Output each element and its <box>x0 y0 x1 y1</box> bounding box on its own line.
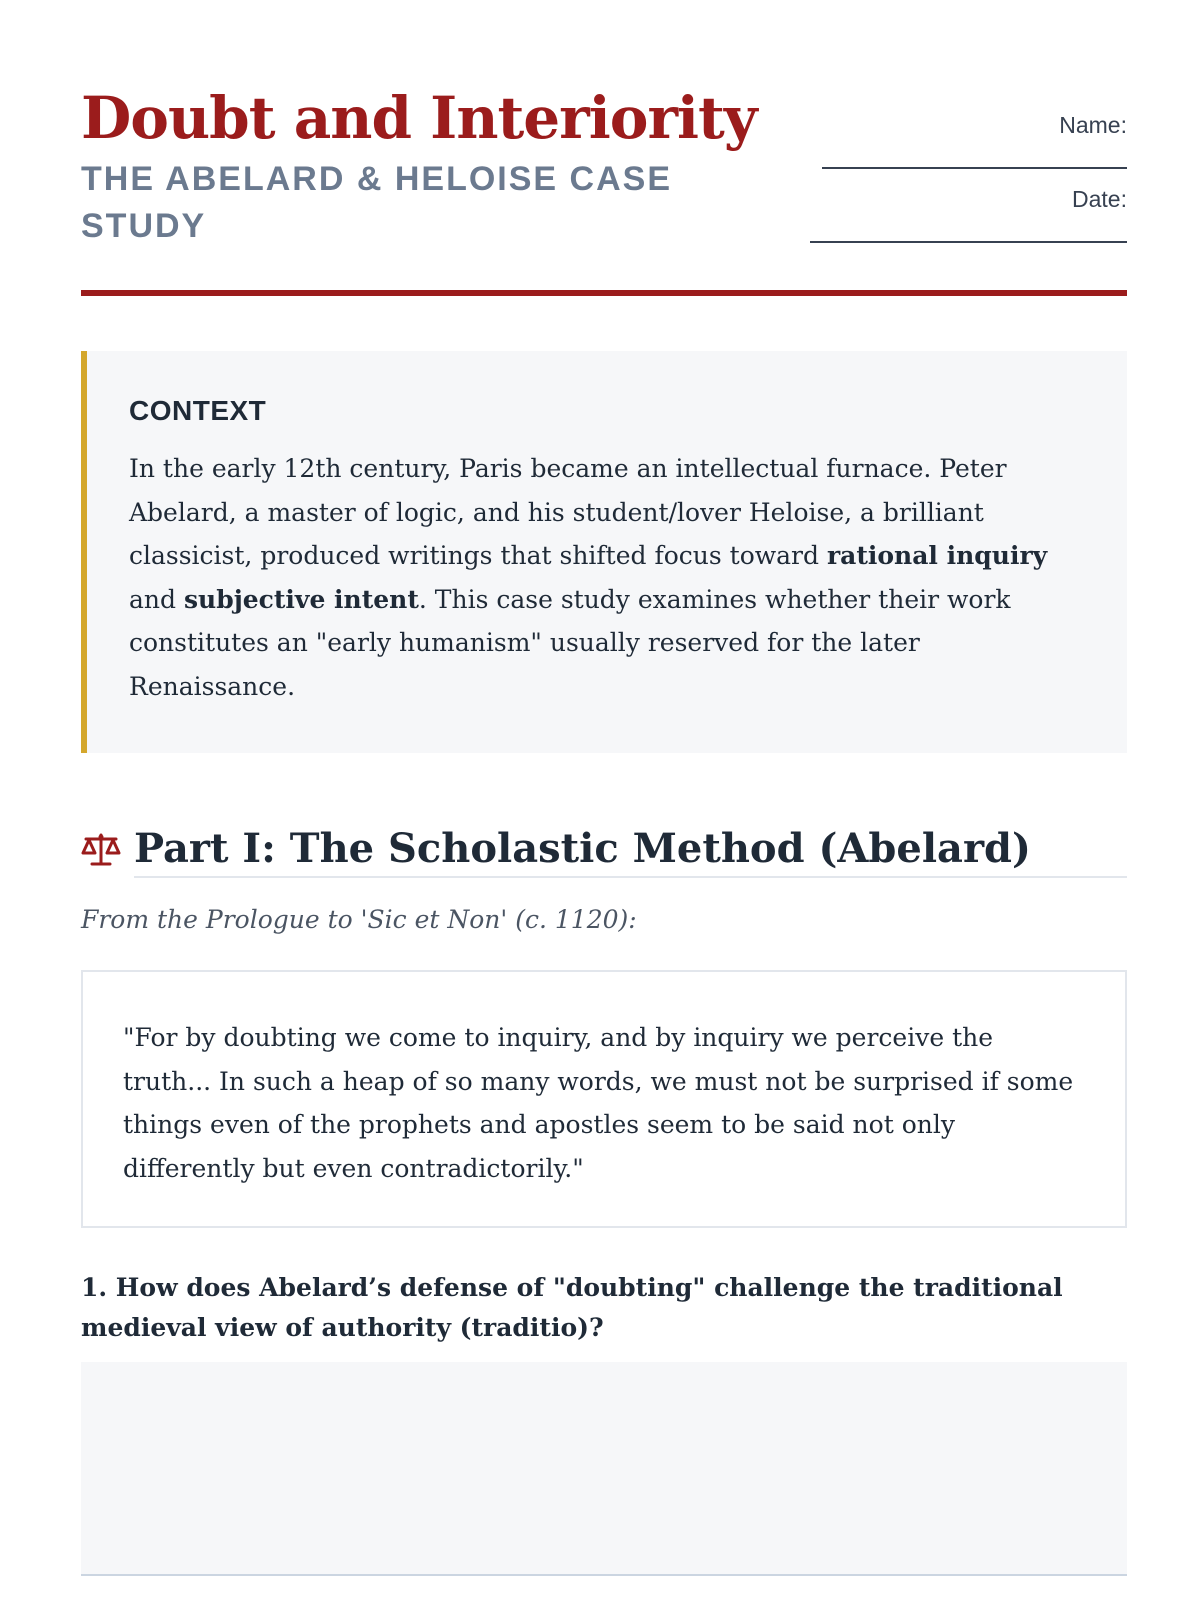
worksheet-header <box>81 0 1127 300</box>
date-label: Date: <box>1072 186 1127 212</box>
worksheet-subtitle: THE ABELARD & HELOISE CASE STUDY <box>81 160 673 245</box>
part-one-heading <box>81 820 1127 880</box>
quote-text: "For by doubting we come to inquiry, and by inquiry we perceive the truth... In such a heap of so many words, we must not be surprised if some things even of the prophets and apostles seem to be said not only differently but even contradictorily." <box>123 1023 1074 1183</box>
answer-1-field[interactable] <box>81 1362 1127 1576</box>
context-emphasis: rational inquiry <box>826 541 1048 570</box>
name-field[interactable] <box>822 167 1127 169</box>
part-one-title: Part I: The Scholastic Method (Abelard) <box>134 825 1031 872</box>
context-emphasis: subjective intent <box>183 584 419 614</box>
header-divider <box>81 290 1127 296</box>
worksheet-title: Doubt and Interiority <box>81 84 757 152</box>
part-one-underline <box>134 876 1127 878</box>
context-text <box>129 447 1087 708</box>
question-1: 1. How does Abelard’s defense of "doubting" challenge the traditional medieval view of authority (traditio)? <box>81 1273 1063 1342</box>
quote-box <box>81 970 1127 1228</box>
worksheet-page <box>81 0 1127 1342</box>
context-heading: CONTEXT <box>129 395 267 426</box>
context-box <box>81 351 1127 753</box>
quote-source: From the Prologue to 'Sic et Non' (c. 1120): <box>81 905 637 934</box>
context-text-part: . This case study examines whether their work constitutes an "early humanism" usually reserved for the later Renaissance. <box>129 584 1011 701</box>
context-text-part: and <box>129 584 184 614</box>
name-label: Name: <box>1059 112 1127 138</box>
scale-icon <box>81 832 121 868</box>
context-text-part: In the early 12th century, Paris became an intellectual furnace. Peter Abelard, a master of logic, and his student/lover Heloise, a brilliant classicist, produced writings that shifted focus toward <box>129 454 1007 570</box>
date-field[interactable] <box>810 241 1127 243</box>
